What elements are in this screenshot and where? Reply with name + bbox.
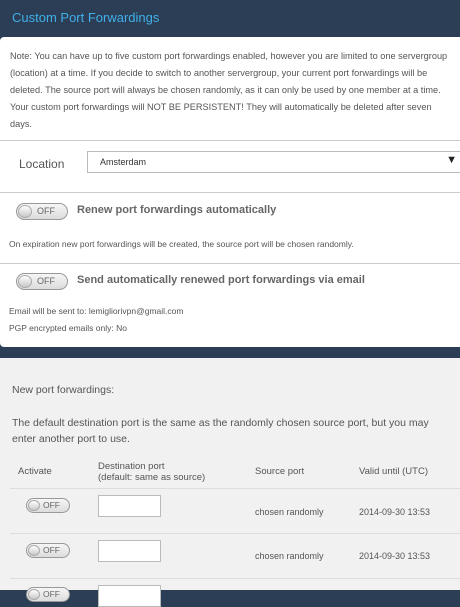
toggle-knob[interactable] [18,275,32,288]
table-divider [10,533,460,534]
renew-label: Renew port forwardings automatically [77,204,277,216]
divider [0,140,460,141]
pgp-status: PGP encrypted emails only: No [9,323,127,333]
row-activate-toggle[interactable] [26,498,70,513]
toggle-knob[interactable] [28,589,40,600]
valid-until-cell: 2014-09-30 13:53 [359,507,431,517]
toggle-knob[interactable] [28,545,40,556]
column-header-destination: Destination port [98,461,165,472]
header-bar [0,0,460,34]
destination-port-input[interactable] [98,495,161,517]
row-activate-toggle[interactable] [26,543,70,558]
page-title: Custom Port Forwardings [12,10,160,25]
row-activate-toggle[interactable] [26,587,70,602]
email-label: Send automatically renewed port forwardings via email [77,274,365,286]
toggle-knob[interactable] [28,500,40,511]
note-text: Note: You can have up to five custom port forwardings enabled, however you are limited to one servergroup (location) at a time. If you decide to switch to another servergroup, your current port forwardings will be deleted. The source port will always be chosen randomly, as it can only be used by one member at a time. Your custom port forwardings will NOT BE PERSISTENT! They will automatically be deleted after seven days. [10,51,448,129]
toggle-state: OFF [43,545,60,555]
table-divider [10,578,460,579]
new-forwardings-section [0,358,460,599]
column-header-source: Source port [255,466,305,477]
email-toggle[interactable] [16,273,68,290]
renew-toggle[interactable] [16,203,68,220]
section-title: New port forwardings: [12,384,115,396]
location-value: Amsterdam [100,157,147,167]
toggle-state: OFF [43,500,60,510]
dropdown-arrow-icon[interactable]: ▼ [446,154,457,166]
toggle-state: OFF [43,589,60,599]
divider [0,192,460,193]
column-header-valid: Valid until (UTC) [359,466,428,477]
section-description: The default destination port is the same as the randomly chosen source port, but you may enter another port to use. [12,417,429,445]
column-header-destination-note: (default: same as source) [98,472,206,483]
source-port-cell: chosen randomly [255,551,324,561]
toggle-knob[interactable] [18,205,32,218]
renew-description: On expiration new port forwardings will be created, the source port will be chosen randomly. [9,239,354,249]
valid-until-cell: 2014-09-30 13:53 [359,551,431,561]
toggle-state: OFF [37,206,55,216]
location-select[interactable] [87,151,460,173]
source-port-cell: chosen randomly [255,507,324,517]
email-recipient: Email will be sent to: lemigliorivpn@gmail.com [9,306,184,316]
table-divider [10,488,460,489]
column-header-activate: Activate [18,466,52,477]
toggle-state: OFF [37,276,55,286]
settings-panel [0,37,460,347]
destination-port-input[interactable] [98,540,161,562]
divider [0,263,460,264]
destination-port-input[interactable] [98,585,161,607]
location-label: Location [19,157,65,171]
